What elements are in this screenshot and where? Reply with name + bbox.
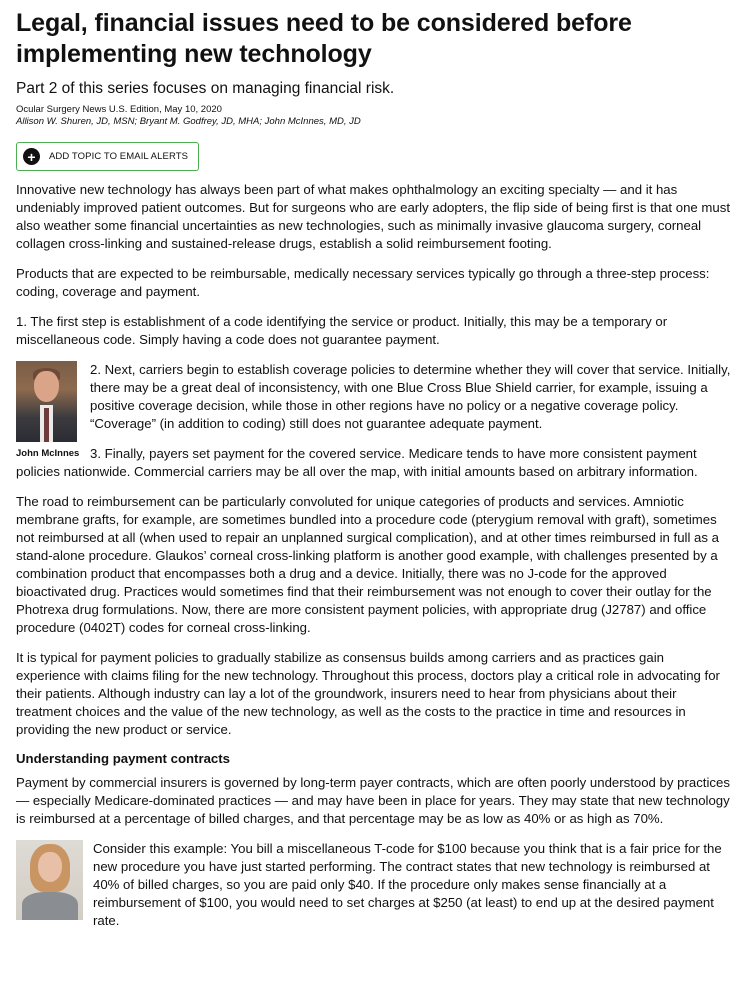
paragraph-payment-policies: It is typical for payment policies to gradually stabilize as consensus builds among carriers and as practices gain experience with claims filing for the new technology. Throughout this process, doctors play a critical role in advocating for their patients. Although industry can lay a lot of the groundwork, insurers need to hear from physicians about their treatment choices and the value of the new technology, as well as the costs to the practice in time and resources in providing the new product or service.	[16, 650, 720, 737]
paragraph-road-to-reimbursement: The road to reimbursement can be particularly convoluted for unique categories of products and services. Amniotic membrane grafts, for example, are sometimes bundled into a procedure code (pterygium removal with graft), sometimes not reimbursed at all (when used to repair an unplanned surgical complication), and at other times reimbursed in full as a stand-alone procedure. Glaukos’ corneal cross-linking platform is another good example, with challenges presented by a combination product that encompasses both a drug and a device. Initially, there was no J-code for the approved bioactivated drug. Practices would sometimes find that their reimbursement was not enough to cover their outlay for the Photrexa drug formulations. Now, there are more consistent payment policies, with appropriate drug (J2787) and office procedure (0402T) codes for corneal cross-linking.	[16, 494, 719, 635]
add-topic-email-alerts-button[interactable]	[16, 142, 199, 171]
alert-button-label: ADD TOPIC TO EMAIL ALERTS	[49, 151, 189, 162]
author-list: Allison W. Shuren, JD, MSN; Bryant M. Godfrey, JD, MHA; John McInnes, MD, JD	[16, 116, 361, 127]
paragraph-step-2: 2. Next, carriers begin to establish coverage policies to determine whether they will cover that service. Initially, there may be a great deal of inconsistency, with one Blue Cross Blue Shield carrier, for example, issuing a positive coverage decision, while those in other regions have no policy or a negative coverage policy. “Coverage” (in addition to coding) still does not guarantee adequate payment.	[90, 362, 731, 431]
paragraph-step-3: 3. Finally, payers set payment for the covered service. Medicare tends to have more consistent payment policies nationwide. Commercial carriers may be all over the map, with initial amounts based on arbitrary information.	[16, 446, 698, 479]
paragraph-process: Products that are expected to be reimbursable, medically necessary services typically go through a three-step process: coding, coverage and payment.	[16, 266, 710, 299]
paragraph-payer-contracts: Payment by commercial insurers is governed by long-term payer contracts, which are often poorly understood by practices — especially Medicare-dominated practices — and may have been in place for years. They may state that new technology is reimbursed at a percentage of billed charges, and that percentage may be as low as 40% or as high as 70%.	[16, 775, 730, 826]
author-photo-figure	[16, 361, 80, 459]
section-heading: Understanding payment contracts	[16, 751, 230, 766]
paragraph-example: Consider this example: You bill a miscellaneous T-code for $100 because you think that is a fair price for the new procedure you have just started performing. The contract states that new technology is reimbursed at 40% of billed charges, so you are paid only $40. If the procedure only makes sense financially at a reimbursement of $100, you would need to set charges at $250 (at least) to end up at the desired payment rate.	[93, 841, 722, 928]
article-subtitle: Part 2 of this series focuses on managing financial risk.	[16, 80, 395, 97]
paragraph-intro: Innovative new technology has always been part of what makes ophthalmology an exciting specialty — and it has undeniably improved patient outcomes. But for surgeons who are early adopters, the flip side of being first is that one must also weather some financial uncertainties as new technologies, such as minimally invasive glaucoma surgery, corneal collagen cross-linking and sustained-release drugs, establish a solid reimbursement footing.	[16, 182, 730, 251]
author-photo-mcinnes	[16, 361, 77, 442]
article-title: Legal, financial issues need to be considered before implementing new technology	[16, 9, 632, 68]
author-photo-shuren	[16, 840, 83, 920]
plus-circle-icon: +	[23, 148, 40, 165]
publication-info: Ocular Surgery News U.S. Edition, May 10, 2020	[16, 104, 222, 115]
photo-caption: John McInnes	[16, 448, 80, 459]
paragraph-step-1: 1. The first step is establishment of a code identifying the service or product. Initially, this may be a temporary or miscellaneous code. Simply having a code does not guarantee payment.	[16, 314, 668, 347]
